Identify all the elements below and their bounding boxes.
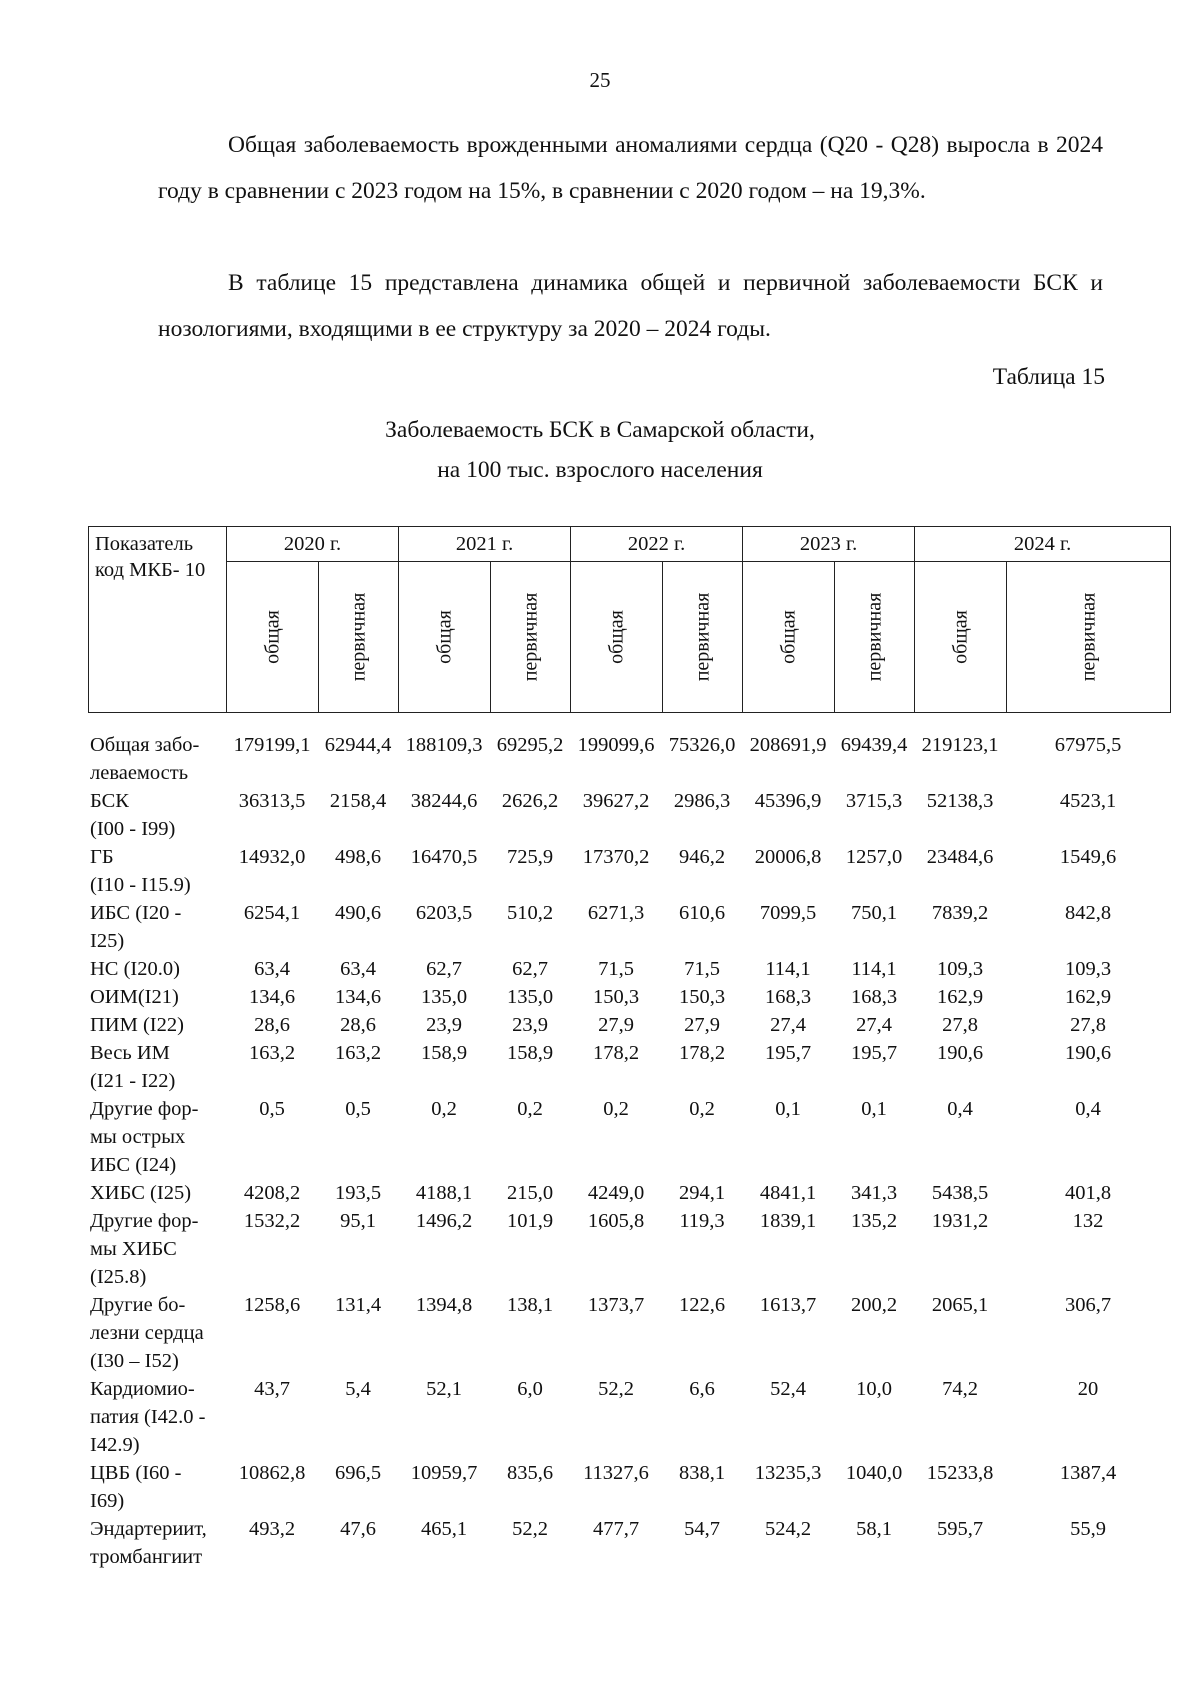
header-indicator-line-1: Показатель — [95, 533, 194, 555]
cell-general: 52,1 — [426, 1378, 462, 1400]
cell-general: 62,7 — [426, 958, 462, 980]
cell-general: 13235,3 — [754, 1462, 822, 1484]
cell-primary: 114,1 — [851, 958, 897, 980]
row-label-line: ГБ — [90, 846, 114, 868]
subheader-general: общая — [605, 610, 628, 664]
cell-general: 150,3 — [592, 986, 640, 1008]
cell-primary: 193,5 — [334, 1182, 382, 1204]
cell-primary: 52,2 — [512, 1518, 548, 1540]
cell-primary: 138,1 — [506, 1294, 554, 1316]
table-row — [88, 787, 1170, 843]
cell-primary: 401,8 — [1064, 1182, 1112, 1204]
cell-primary: 109,3 — [1064, 958, 1112, 980]
table-row — [88, 1375, 1170, 1459]
cell-primary: 5,4 — [345, 1378, 371, 1400]
table-row — [88, 1207, 1170, 1291]
cell-primary: 75326,0 — [668, 734, 736, 756]
row-label-line: ИБС (I20 - — [90, 902, 182, 924]
cell-primary: 750,1 — [850, 902, 898, 924]
cell-general: 0,2 — [603, 1098, 629, 1120]
cell-primary: 2986,3 — [673, 790, 731, 812]
cell-primary: 0,2 — [689, 1098, 715, 1120]
subheader-cell — [663, 562, 743, 713]
cell-general: 2065,1 — [931, 1294, 989, 1316]
cell-general: 208691,9 — [749, 734, 827, 756]
cell-general: 1394,8 — [415, 1294, 473, 1316]
row-label-line: Другие фор- — [90, 1098, 199, 1120]
row-label-line: I69) — [90, 1490, 125, 1512]
cell-general: 74,2 — [942, 1378, 978, 1400]
subheader-cell — [491, 562, 571, 713]
cell-general: 39627,2 — [582, 790, 650, 812]
cell-primary: 54,7 — [684, 1518, 720, 1540]
cell-primary: 150,3 — [678, 986, 726, 1008]
cell-primary: 135,2 — [850, 1210, 898, 1232]
cell-general: 27,8 — [942, 1014, 978, 1036]
row-label — [88, 983, 226, 1011]
row-label-line: БСК — [90, 790, 129, 812]
cell-general: 63,4 — [254, 958, 290, 980]
cell-general: 1373,7 — [587, 1294, 645, 1316]
cell-primary: 215,0 — [506, 1182, 554, 1204]
header-indicator-cell — [89, 527, 227, 713]
row-label-line: ПИМ (I22) — [90, 1014, 184, 1036]
cell-primary: 842,8 — [1064, 902, 1112, 924]
cell-general: 5438,5 — [931, 1182, 989, 1204]
row-label-line: мы ХИБС — [90, 1238, 177, 1260]
subheader-cell — [835, 562, 915, 713]
row-label-line: мы острых — [90, 1126, 186, 1148]
row-label-line: Кардиомио- — [90, 1378, 195, 1400]
table-row — [88, 731, 1170, 787]
cell-primary: 2158,4 — [329, 790, 387, 812]
cell-general: 4841,1 — [759, 1182, 817, 1204]
row-label-line: (I25.8) — [90, 1266, 147, 1288]
row-label — [88, 843, 226, 899]
cell-general: 15233,8 — [926, 1462, 994, 1484]
cell-general: 195,7 — [764, 1042, 812, 1064]
subheader-cell — [227, 562, 319, 713]
cell-general: 109,3 — [936, 958, 984, 980]
row-label-line: ИБС (I24) — [90, 1154, 177, 1176]
cell-primary: 71,5 — [684, 958, 720, 980]
cell-primary: 62944,4 — [324, 734, 392, 756]
cell-primary: 1387,4 — [1059, 1462, 1117, 1484]
cell-general: 168,3 — [764, 986, 812, 1008]
cell-general: 52138,3 — [926, 790, 994, 812]
table-label: Таблица 15 — [992, 364, 1105, 390]
table-row — [88, 983, 1170, 1011]
header-year-2024: 2024 г. — [915, 527, 1171, 562]
cell-general: 10862,8 — [238, 1462, 306, 1484]
cell-primary: 63,4 — [340, 958, 376, 980]
row-label-line: тромбангиит — [90, 1546, 203, 1568]
header-subheader-row — [89, 562, 1171, 713]
subheader-general: общая — [777, 610, 800, 664]
row-label-line: ОИМ(I21) — [90, 986, 179, 1008]
cell-primary: 6,6 — [689, 1378, 715, 1400]
subheader-primary: первичная — [863, 592, 886, 682]
cell-primary: 27,8 — [1070, 1014, 1106, 1036]
row-label-line: НС (I20.0) — [90, 958, 180, 980]
header-year-2021: 2021 г. — [399, 527, 571, 562]
paragraph-table-intro: В таблице 15 представлена динамика общей и первичной заболеваемости БСК и нозологиями, входящими в ее структуру за 2020 – 2024 годы. — [158, 270, 1103, 342]
cell-general: 1258,6 — [243, 1294, 301, 1316]
cell-primary: 294,1 — [678, 1182, 726, 1204]
row-label — [88, 731, 226, 787]
table-row — [88, 843, 1170, 899]
cell-general: 43,7 — [254, 1378, 290, 1400]
cell-primary: 1040,0 — [845, 1462, 903, 1484]
cell-general: 179199,1 — [233, 734, 311, 756]
row-label — [88, 1459, 226, 1515]
cell-primary: 510,2 — [506, 902, 554, 924]
row-label — [88, 1039, 226, 1095]
subheader-cell — [915, 562, 1007, 713]
table-body — [88, 731, 1170, 1571]
paragraph-congenital-anomalies: Общая заболеваемость врожденными аномалиями сердца (Q20 - Q28) выросла в 2024 году в сравнении с 2023 годом на 15%, в сравнении с 2020 годом – на 19,3%. — [158, 132, 1103, 204]
cell-primary: 200,2 — [850, 1294, 898, 1316]
cell-primary: 0,2 — [517, 1098, 543, 1120]
cell-general: 6254,1 — [243, 902, 301, 924]
cell-general: 71,5 — [598, 958, 634, 980]
row-label-line: I42.9) — [90, 1434, 140, 1456]
cell-primary: 3715,3 — [845, 790, 903, 812]
cell-general: 199099,6 — [577, 734, 655, 756]
cell-primary: 69295,2 — [496, 734, 564, 756]
row-label-line: (I10 - I15.9) — [90, 874, 191, 896]
cell-primary: 131,4 — [334, 1294, 382, 1316]
table-title-line-2: на 100 тыс. взрослого населения — [437, 457, 763, 483]
cell-general: 158,9 — [420, 1042, 468, 1064]
cell-primary: 1549,6 — [1059, 846, 1117, 868]
row-label — [88, 1095, 226, 1179]
row-label-line: (I00 - I99) — [90, 818, 176, 840]
cell-general: 1496,2 — [415, 1210, 473, 1232]
table-row — [88, 1459, 1170, 1515]
table-title — [0, 410, 1200, 490]
cell-primary: 27,9 — [684, 1014, 720, 1036]
cell-general: 1605,8 — [587, 1210, 645, 1232]
row-label — [88, 955, 226, 983]
row-label — [88, 787, 226, 843]
cell-primary: 119,3 — [679, 1210, 725, 1232]
cell-general: 114,1 — [765, 958, 811, 980]
row-label — [88, 899, 226, 955]
row-label — [88, 1011, 226, 1039]
row-label-line: ЦВБ (I60 - — [90, 1462, 182, 1484]
cell-general: 178,2 — [592, 1042, 640, 1064]
cell-general: 7099,5 — [759, 902, 817, 924]
table-row — [88, 955, 1170, 983]
table-row — [88, 1291, 1170, 1375]
row-label — [88, 1179, 226, 1207]
cell-primary: 0,5 — [345, 1098, 371, 1120]
row-label — [88, 1375, 226, 1459]
row-label-line: I25) — [90, 930, 125, 952]
cell-general: 0,1 — [775, 1098, 801, 1120]
cell-primary: 306,7 — [1064, 1294, 1112, 1316]
row-label — [88, 1207, 226, 1291]
cell-general: 7839,2 — [931, 902, 989, 924]
row-label-line: Эндартериит, — [90, 1518, 207, 1540]
cell-primary: 168,3 — [850, 986, 898, 1008]
cell-primary: 47,6 — [340, 1518, 376, 1540]
cell-primary: 498,6 — [334, 846, 382, 868]
subheader-general: общая — [433, 610, 456, 664]
cell-primary: 4523,1 — [1059, 790, 1117, 812]
cell-primary: 610,6 — [678, 902, 726, 924]
cell-primary: 20 — [1077, 1378, 1099, 1400]
cell-primary: 134,6 — [334, 986, 382, 1008]
cell-general: 0,5 — [259, 1098, 285, 1120]
cell-general: 595,7 — [936, 1518, 984, 1540]
cell-general: 135,0 — [420, 986, 468, 1008]
cell-general: 190,6 — [936, 1042, 984, 1064]
cell-general: 0,4 — [947, 1098, 973, 1120]
page-number: 25 — [589, 68, 611, 92]
cell-general: 493,2 — [248, 1518, 296, 1540]
cell-general: 52,2 — [598, 1378, 634, 1400]
cell-primary: 62,7 — [512, 958, 548, 980]
cell-general: 0,2 — [431, 1098, 457, 1120]
row-label-line: (I21 - I22) — [90, 1070, 176, 1092]
row-label-line: (I30 – I52) — [90, 1350, 179, 1372]
cell-primary: 67975,5 — [1054, 734, 1122, 756]
row-label-line: леваемость — [90, 762, 189, 784]
table-row — [88, 1179, 1170, 1207]
row-label-line: Другие бо- — [90, 1294, 186, 1316]
cell-primary: 696,5 — [334, 1462, 382, 1484]
cell-primary: 132 — [1072, 1210, 1104, 1232]
row-label-line: ХИБС (I25) — [90, 1182, 192, 1204]
cell-primary: 2626,2 — [501, 790, 559, 812]
cell-general: 4208,2 — [243, 1182, 301, 1204]
row-label-line: лезни сердца — [90, 1322, 204, 1344]
cell-primary: 28,6 — [340, 1014, 376, 1036]
cell-primary: 838,1 — [678, 1462, 726, 1484]
cell-general: 1839,1 — [759, 1210, 817, 1232]
cell-general: 188109,3 — [405, 734, 483, 756]
cell-primary: 10,0 — [856, 1378, 892, 1400]
header-year-2023: 2023 г. — [743, 527, 915, 562]
cell-general: 524,2 — [764, 1518, 812, 1540]
cell-primary: 178,2 — [678, 1042, 726, 1064]
row-label-line: Другие фор- — [90, 1210, 199, 1232]
cell-general: 10959,7 — [410, 1462, 478, 1484]
cell-primary: 490,6 — [334, 902, 382, 924]
cell-general: 1532,2 — [243, 1210, 301, 1232]
subheader-general: общая — [261, 610, 283, 664]
cell-general: 1613,7 — [759, 1294, 817, 1316]
cell-general: 14932,0 — [238, 846, 306, 868]
cell-general: 28,6 — [254, 1014, 290, 1036]
table-row — [88, 1095, 1170, 1179]
cell-primary: 69439,4 — [840, 734, 908, 756]
subheader-primary: первичная — [1077, 592, 1100, 682]
cell-primary: 23,9 — [512, 1014, 548, 1036]
cell-general: 11327,6 — [583, 1462, 649, 1484]
cell-primary: 946,2 — [678, 846, 726, 868]
header-year-2022: 2022 г. — [571, 527, 743, 562]
cell-primary: 190,6 — [1064, 1042, 1112, 1064]
cell-general: 219123,1 — [921, 734, 999, 756]
subheader-primary: первичная — [347, 592, 369, 682]
header-indicator-line-2: код МКБ- 10 — [95, 559, 206, 581]
cell-general: 6271,3 — [587, 902, 645, 924]
cell-general: 17370,2 — [582, 846, 650, 868]
cell-general: 4249,0 — [587, 1182, 645, 1204]
table-row — [88, 1011, 1170, 1039]
cell-general: 52,4 — [770, 1378, 806, 1400]
cell-primary: 835,6 — [506, 1462, 554, 1484]
subheader-cell — [319, 562, 399, 713]
cell-general: 162,9 — [936, 986, 984, 1008]
cell-general: 1931,2 — [931, 1210, 989, 1232]
cell-general: 36313,5 — [238, 790, 306, 812]
cell-primary: 158,9 — [506, 1042, 554, 1064]
cell-primary: 55,9 — [1070, 1518, 1106, 1540]
subheader-primary: первичная — [519, 592, 542, 682]
table-row — [88, 1515, 1170, 1571]
row-label-line: Общая забо- — [90, 734, 200, 756]
cell-primary: 163,2 — [334, 1042, 382, 1064]
cell-general: 23484,6 — [926, 846, 994, 868]
cell-primary: 725,9 — [506, 846, 554, 868]
table-title-line-1: Заболеваемость БСК в Самарской области, — [385, 417, 815, 443]
cell-primary: 101,9 — [506, 1210, 554, 1232]
subheader-cell — [571, 562, 663, 713]
cell-general: 27,4 — [770, 1014, 806, 1036]
cell-primary: 1257,0 — [845, 846, 903, 868]
cell-primary: 122,6 — [678, 1294, 726, 1316]
row-label — [88, 1515, 226, 1571]
cell-primary: 58,1 — [856, 1518, 892, 1540]
header-year-2020: 2020 г. — [227, 527, 399, 562]
cell-primary: 0,1 — [861, 1098, 887, 1120]
subheader-general: общая — [949, 610, 972, 664]
subheader-primary: первичная — [691, 592, 714, 682]
cell-general: 23,9 — [426, 1014, 462, 1036]
cell-primary: 95,1 — [340, 1210, 376, 1232]
cell-primary: 6,0 — [517, 1378, 543, 1400]
cell-general: 477,7 — [592, 1518, 640, 1540]
row-label — [88, 1291, 226, 1375]
cell-general: 6203,5 — [415, 902, 473, 924]
table-row — [88, 899, 1170, 955]
cell-general: 38244,6 — [410, 790, 478, 812]
subheader-cell — [1007, 562, 1171, 713]
cell-general: 465,1 — [420, 1518, 468, 1540]
cell-general: 20006,8 — [754, 846, 822, 868]
cell-primary: 162,9 — [1064, 986, 1112, 1008]
cell-primary: 0,4 — [1075, 1098, 1101, 1120]
row-label-line: патия (I42.0 - — [90, 1406, 206, 1428]
cell-general: 16470,5 — [410, 846, 478, 868]
cell-general: 134,6 — [248, 986, 296, 1008]
cell-primary: 135,0 — [506, 986, 554, 1008]
cell-primary: 341,3 — [850, 1182, 898, 1204]
cell-general: 45396,9 — [754, 790, 822, 812]
row-label-line: Весь ИМ — [90, 1042, 170, 1064]
subheader-cell — [399, 562, 491, 713]
cell-primary: 27,4 — [856, 1014, 892, 1036]
cell-general: 163,2 — [248, 1042, 296, 1064]
subheader-cell — [743, 562, 835, 713]
table-row — [88, 1039, 1170, 1095]
cell-primary: 195,7 — [850, 1042, 898, 1064]
cell-general: 4188,1 — [415, 1182, 473, 1204]
cell-general: 27,9 — [598, 1014, 634, 1036]
table-header — [88, 526, 1171, 713]
